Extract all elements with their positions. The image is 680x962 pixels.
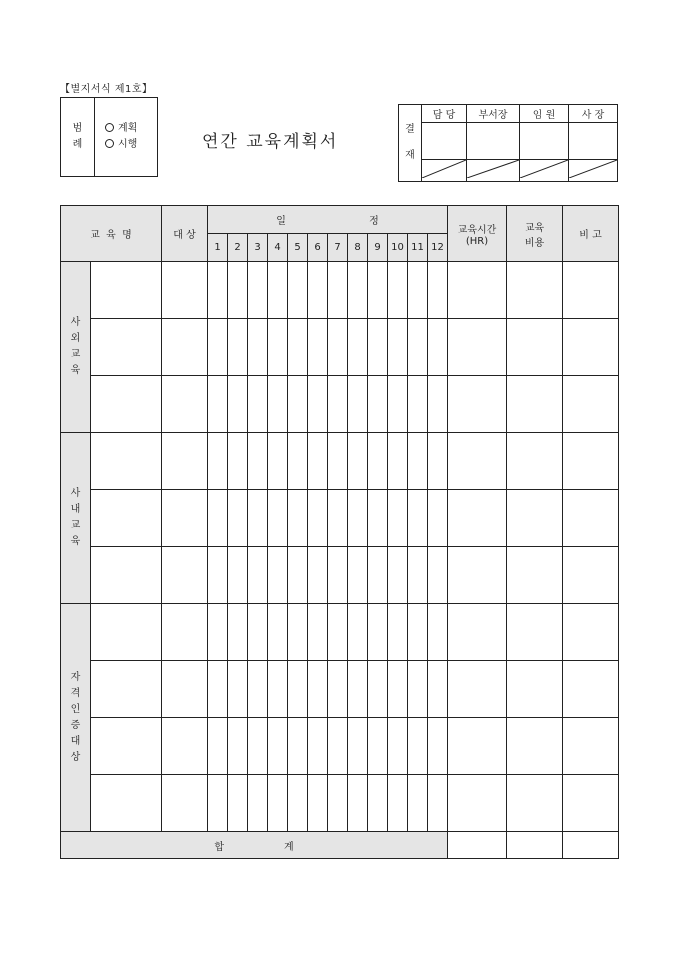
education-name-cell[interactable]	[91, 262, 162, 319]
month-cell[interactable]	[408, 262, 428, 319]
cost-cell[interactable]	[507, 604, 563, 661]
education-name-cell[interactable]	[91, 319, 162, 376]
education-plan-table	[60, 205, 619, 859]
header-month: 1	[208, 234, 228, 262]
month-cell[interactable]	[228, 262, 248, 319]
approval-signature-president[interactable]	[569, 123, 618, 160]
month-cell[interactable]	[308, 604, 328, 661]
month-cell[interactable]	[228, 319, 248, 376]
approval-date-president[interactable]	[569, 160, 618, 182]
remarks-cell[interactable]	[563, 433, 619, 490]
month-cell[interactable]	[268, 319, 288, 376]
header-hours	[448, 206, 507, 262]
approval-table	[398, 104, 618, 182]
header-month: 8	[348, 234, 368, 262]
month-cell[interactable]	[248, 775, 268, 832]
approval-signature-staff[interactable]	[422, 123, 467, 160]
category-char: 육	[70, 536, 81, 547]
header-month: 2	[228, 234, 248, 262]
month-cell[interactable]	[428, 376, 448, 433]
month-cell[interactable]	[208, 547, 228, 604]
category-char: 외	[70, 333, 81, 344]
month-cell[interactable]	[368, 604, 388, 661]
month-cell[interactable]	[268, 775, 288, 832]
month-cell[interactable]	[328, 376, 348, 433]
month-cell[interactable]	[408, 547, 428, 604]
month-cell[interactable]	[228, 547, 248, 604]
month-cell[interactable]	[328, 775, 348, 832]
month-cell[interactable]	[328, 433, 348, 490]
month-cell[interactable]	[268, 547, 288, 604]
month-cell[interactable]	[428, 547, 448, 604]
header-target: 대 상	[162, 206, 208, 262]
month-cell[interactable]	[308, 319, 328, 376]
month-cell[interactable]	[348, 661, 368, 718]
month-cell[interactable]	[348, 376, 368, 433]
table-row	[61, 433, 619, 490]
month-cell[interactable]	[428, 718, 448, 775]
month-cell[interactable]	[268, 604, 288, 661]
table-row	[61, 490, 619, 547]
month-cell[interactable]	[208, 262, 228, 319]
approval-side-label	[399, 105, 422, 182]
header-cost-line2: 비용	[524, 237, 545, 249]
month-cell[interactable]	[288, 433, 308, 490]
month-cell[interactable]	[348, 604, 368, 661]
month-cell[interactable]	[248, 319, 268, 376]
header-month: 11	[408, 234, 428, 262]
target-cell[interactable]	[162, 319, 208, 376]
month-cell[interactable]	[288, 604, 308, 661]
month-cell[interactable]	[268, 262, 288, 319]
month-cell[interactable]	[408, 433, 428, 490]
total-label-right: 계	[284, 841, 294, 853]
month-cell[interactable]	[348, 490, 368, 547]
month-cell[interactable]	[248, 661, 268, 718]
month-cell[interactable]	[288, 262, 308, 319]
month-cell[interactable]	[368, 547, 388, 604]
month-cell[interactable]	[228, 604, 248, 661]
category-char: 상	[70, 751, 81, 763]
header-month: 9	[368, 234, 388, 262]
education-name-cell[interactable]	[91, 433, 162, 490]
category-char: 자	[70, 671, 81, 683]
remarks-cell[interactable]	[563, 661, 619, 718]
month-cell[interactable]	[388, 775, 408, 832]
month-cell[interactable]	[208, 433, 228, 490]
month-cell[interactable]	[308, 547, 328, 604]
category-label	[61, 604, 91, 832]
month-cell[interactable]	[228, 775, 248, 832]
cost-cell[interactable]	[507, 376, 563, 433]
header-hours-line1: 교육시간	[457, 224, 497, 236]
form-number: 【별지서식 제1호】	[60, 84, 153, 95]
remarks-cell[interactable]	[563, 604, 619, 661]
month-cell[interactable]	[208, 490, 228, 547]
legend-option-plan[interactable]	[105, 121, 157, 137]
cost-cell[interactable]	[507, 319, 563, 376]
month-cell[interactable]	[388, 547, 408, 604]
remarks-cell[interactable]	[563, 718, 619, 775]
approval-role-executive: 임 원	[520, 105, 569, 123]
approval-date-staff[interactable]	[422, 160, 467, 182]
header-schedule	[208, 206, 448, 234]
month-cell[interactable]	[388, 433, 408, 490]
target-cell[interactable]	[162, 376, 208, 433]
legend-label-line2: 례	[72, 139, 83, 150]
table-row	[61, 319, 619, 376]
month-cell[interactable]	[308, 262, 328, 319]
cost-cell[interactable]	[507, 775, 563, 832]
month-cell[interactable]	[268, 661, 288, 718]
approval-signature-manager[interactable]	[467, 123, 520, 160]
month-cell[interactable]	[208, 775, 228, 832]
education-name-cell[interactable]	[91, 376, 162, 433]
header-month: 3	[248, 234, 268, 262]
month-cell[interactable]	[268, 490, 288, 547]
header-education-name: 교 육 명	[61, 206, 162, 262]
cost-cell[interactable]	[507, 433, 563, 490]
table-row	[61, 547, 619, 604]
month-cell[interactable]	[408, 604, 428, 661]
target-cell[interactable]	[162, 490, 208, 547]
approval-date-manager[interactable]	[467, 160, 520, 182]
header-month: 12	[428, 234, 448, 262]
month-cell[interactable]	[328, 262, 348, 319]
cost-cell[interactable]	[507, 262, 563, 319]
month-cell[interactable]	[368, 718, 388, 775]
header-schedule-right: 정	[369, 216, 379, 227]
month-cell[interactable]	[408, 661, 428, 718]
radio-circle-icon[interactable]	[105, 123, 114, 132]
month-cell[interactable]	[248, 433, 268, 490]
radio-circle-icon[interactable]	[105, 139, 114, 148]
category-char: 교	[70, 520, 81, 531]
legend-option-plan-label: 계획	[118, 123, 138, 134]
month-cell[interactable]	[368, 490, 388, 547]
header-month: 10	[388, 234, 408, 262]
month-cell[interactable]	[288, 376, 308, 433]
legend-option-execution-label: 시행	[118, 139, 138, 150]
diagonal-slash-icon	[422, 160, 466, 178]
month-cell[interactable]	[328, 718, 348, 775]
month-cell[interactable]	[208, 661, 228, 718]
total-label	[61, 832, 448, 859]
month-cell[interactable]	[368, 433, 388, 490]
month-cell[interactable]	[328, 661, 348, 718]
legend-label	[61, 98, 95, 176]
month-cell[interactable]	[368, 319, 388, 376]
category-char: 사	[70, 317, 81, 328]
month-cell[interactable]	[348, 433, 368, 490]
month-cell[interactable]	[248, 604, 268, 661]
table-row	[61, 376, 619, 433]
month-cell[interactable]	[228, 661, 248, 718]
approval-side-line1: 결	[405, 124, 415, 135]
month-cell[interactable]	[208, 376, 228, 433]
month-cell[interactable]	[308, 490, 328, 547]
month-cell[interactable]	[428, 262, 448, 319]
education-name-cell[interactable]	[91, 604, 162, 661]
document-title: 연간 교육계획서	[202, 132, 339, 152]
month-cell[interactable]	[428, 319, 448, 376]
table-row	[61, 775, 619, 832]
header-month: 7	[328, 234, 348, 262]
approval-role-manager: 부서장	[467, 105, 520, 123]
remarks-cell[interactable]	[563, 376, 619, 433]
table-row	[61, 262, 619, 319]
cost-cell[interactable]	[507, 718, 563, 775]
education-name-cell[interactable]	[91, 547, 162, 604]
month-cell[interactable]	[388, 718, 408, 775]
remarks-cell[interactable]	[563, 547, 619, 604]
total-remarks-cell[interactable]	[563, 832, 619, 859]
category-char: 교	[70, 349, 81, 360]
month-cell[interactable]	[248, 262, 268, 319]
month-cell[interactable]	[408, 718, 428, 775]
month-cell[interactable]	[328, 604, 348, 661]
hours-cell[interactable]	[448, 433, 507, 490]
target-cell[interactable]	[162, 775, 208, 832]
month-cell[interactable]	[268, 718, 288, 775]
diagonal-slash-icon	[520, 160, 568, 178]
category-label	[61, 262, 91, 433]
category-char: 인	[70, 703, 81, 715]
cost-cell[interactable]	[507, 547, 563, 604]
month-cell[interactable]	[308, 376, 328, 433]
month-cell[interactable]	[348, 775, 368, 832]
category-char: 증	[70, 719, 81, 731]
category-label	[61, 433, 91, 604]
month-cell[interactable]	[288, 319, 308, 376]
approval-date-executive[interactable]	[520, 160, 569, 182]
month-cell[interactable]	[308, 775, 328, 832]
target-cell[interactable]	[162, 547, 208, 604]
month-cell[interactable]	[228, 490, 248, 547]
month-cell[interactable]	[428, 661, 448, 718]
category-char: 사	[70, 488, 81, 499]
legend-options	[95, 98, 157, 176]
month-cell[interactable]	[308, 718, 328, 775]
total-row	[61, 832, 619, 859]
month-cell[interactable]	[428, 775, 448, 832]
month-cell[interactable]	[348, 547, 368, 604]
table-row	[61, 661, 619, 718]
month-cell[interactable]	[288, 490, 308, 547]
target-cell[interactable]	[162, 718, 208, 775]
category-char: 내	[70, 504, 81, 515]
month-cell[interactable]	[368, 661, 388, 718]
category-char: 격	[70, 687, 81, 699]
approval-role-president: 사 장	[569, 105, 618, 123]
diagonal-slash-icon	[467, 160, 519, 178]
target-cell[interactable]	[162, 604, 208, 661]
month-cell[interactable]	[268, 433, 288, 490]
education-name-cell[interactable]	[91, 775, 162, 832]
remarks-cell[interactable]	[563, 490, 619, 547]
target-cell[interactable]	[162, 661, 208, 718]
table-row	[61, 718, 619, 775]
month-cell[interactable]	[208, 718, 228, 775]
table-row	[61, 604, 619, 661]
header-month: 5	[288, 234, 308, 262]
month-cell[interactable]	[388, 661, 408, 718]
remarks-cell[interactable]	[563, 319, 619, 376]
remarks-cell[interactable]	[563, 262, 619, 319]
month-cell[interactable]	[408, 319, 428, 376]
legend-option-execution[interactable]	[105, 137, 157, 153]
month-cell[interactable]	[288, 718, 308, 775]
approval-role-staff: 담 당	[422, 105, 467, 123]
month-cell[interactable]	[388, 604, 408, 661]
month-cell[interactable]	[288, 547, 308, 604]
header-month: 4	[268, 234, 288, 262]
month-cell[interactable]	[428, 490, 448, 547]
month-cell[interactable]	[268, 376, 288, 433]
total-label-left: 합	[214, 841, 224, 853]
month-cell[interactable]	[228, 433, 248, 490]
legend-label-line1: 범	[72, 123, 83, 134]
month-cell[interactable]	[348, 718, 368, 775]
month-cell[interactable]	[288, 775, 308, 832]
hours-cell[interactable]	[448, 490, 507, 547]
header-cost	[507, 206, 563, 262]
month-cell[interactable]	[248, 490, 268, 547]
hours-cell[interactable]	[448, 262, 507, 319]
month-cell[interactable]	[388, 490, 408, 547]
month-cell[interactable]	[328, 319, 348, 376]
total-hours-cell[interactable]	[448, 832, 507, 859]
legend-box	[60, 97, 158, 177]
header-hours-line2: (HR)	[465, 235, 489, 247]
approval-side-line2: 재	[405, 150, 415, 161]
month-cell[interactable]	[208, 319, 228, 376]
category-char: 육	[70, 365, 81, 376]
month-cell[interactable]	[408, 775, 428, 832]
header-schedule-left: 일	[276, 216, 286, 227]
target-cell[interactable]	[162, 433, 208, 490]
hours-cell[interactable]	[448, 547, 507, 604]
month-cell[interactable]	[368, 775, 388, 832]
month-cell[interactable]	[368, 376, 388, 433]
month-cell[interactable]	[428, 433, 448, 490]
month-cell[interactable]	[388, 262, 408, 319]
total-cost-cell[interactable]	[507, 832, 563, 859]
header-cost-line1: 교육	[524, 222, 545, 234]
month-cell[interactable]	[428, 604, 448, 661]
education-name-cell[interactable]	[91, 718, 162, 775]
month-cell[interactable]	[408, 490, 428, 547]
month-cell[interactable]	[328, 490, 348, 547]
cost-cell[interactable]	[507, 490, 563, 547]
diagonal-slash-icon	[569, 160, 617, 178]
month-cell[interactable]	[248, 376, 268, 433]
education-name-cell[interactable]	[91, 490, 162, 547]
month-cell[interactable]	[328, 547, 348, 604]
month-cell[interactable]	[228, 718, 248, 775]
hours-cell[interactable]	[448, 775, 507, 832]
month-cell[interactable]	[308, 433, 328, 490]
month-cell[interactable]	[228, 376, 248, 433]
month-cell[interactable]	[388, 376, 408, 433]
target-cell[interactable]	[162, 262, 208, 319]
month-cell[interactable]	[208, 604, 228, 661]
remarks-cell[interactable]	[563, 775, 619, 832]
hours-cell[interactable]	[448, 718, 507, 775]
education-name-cell[interactable]	[91, 661, 162, 718]
approval-signature-executive[interactable]	[520, 123, 569, 160]
hours-cell[interactable]	[448, 661, 507, 718]
hours-cell[interactable]	[448, 376, 507, 433]
month-cell[interactable]	[308, 661, 328, 718]
hours-cell[interactable]	[448, 319, 507, 376]
cost-cell[interactable]	[507, 661, 563, 718]
month-cell[interactable]	[248, 547, 268, 604]
header-month: 6	[308, 234, 328, 262]
header-remarks: 비 고	[563, 206, 619, 262]
month-cell[interactable]	[388, 319, 408, 376]
month-cell[interactable]	[288, 661, 308, 718]
month-cell[interactable]	[368, 262, 388, 319]
category-char: 대	[70, 735, 81, 747]
month-cell[interactable]	[348, 319, 368, 376]
month-cell[interactable]	[248, 718, 268, 775]
month-cell[interactable]	[348, 262, 368, 319]
hours-cell[interactable]	[448, 604, 507, 661]
month-cell[interactable]	[408, 376, 428, 433]
